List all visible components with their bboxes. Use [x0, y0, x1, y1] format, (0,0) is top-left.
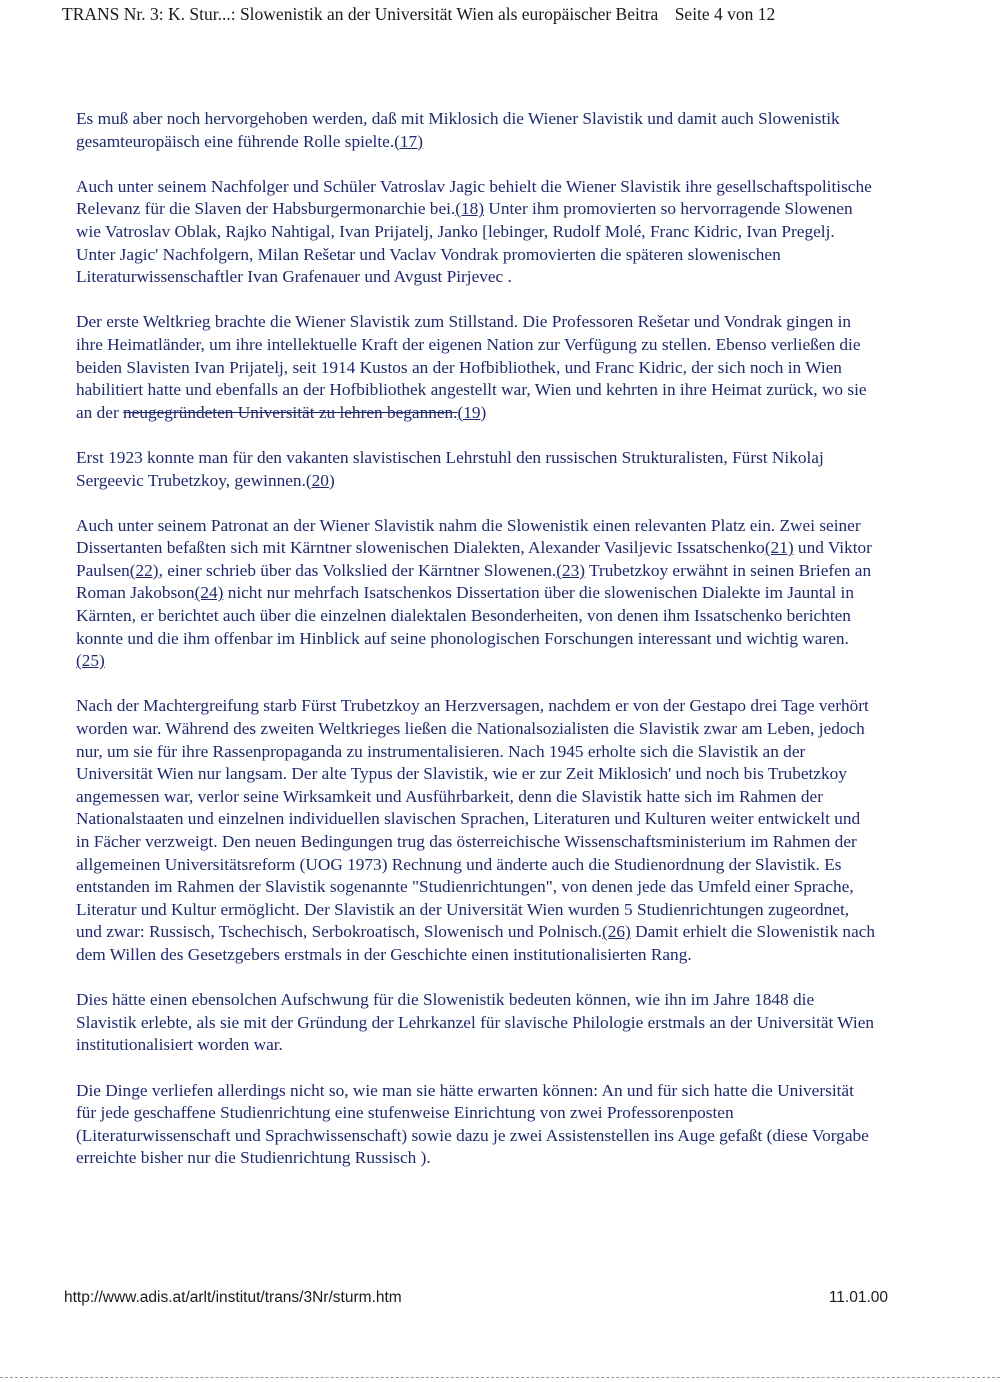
paragraph-5 — [76, 515, 876, 673]
footnote-link-22[interactable]: (22) — [129, 560, 159, 580]
footnote-link-21[interactable]: (21) — [764, 538, 794, 558]
paragraph-text: Es muß aber noch hervorgehoben werden, daß mit Miklosich die Wiener Slavistik und damit auch Slowenistik gesamteuropäisch eine führende Rolle spielte. — [76, 109, 840, 151]
paragraph-text: nicht nur mehrfach Isatschenkos Dissertation über die slowenischen Dialekte im Jauntal in Kärnten, er berichtet auch über die einzelnen dialektalen Besonderheiten, von denen ihm Issatschenko berichten konnte und die ihm offenbar im Hinblick auf seine phonologischen Forschungen interessant und wichtig waren. — [76, 583, 854, 648]
document-title: TRANS Nr. 3: K. Stur...: Slowenistik an der Universität Wien als europäischer Beitra — [62, 4, 659, 24]
paragraph-text: Unter ihm promovierten so hervorragende Slowenen wie Vatroslav Oblak, Rajko Nahtigal, Ivan Prijatelj, Janko [lebinger, Rudolf Molé, Franc Kidric, Ivan Pregelj. Unter Jagic' Nachfolgern, Milan Rešetar und Vaclav Vondrak promovierten die späteren slowenischen Literaturwissenschaftler Ivan Grafenauer und Avgust Pirjevec . — [76, 199, 853, 287]
footer-url[interactable]: http://www.adis.at/arlt/institut/trans/3Nr/sturm.htm — [64, 1289, 402, 1306]
page-header — [62, 4, 942, 25]
paragraph-text: Auch unter seinem Patronat an der Wiener Slavistik nahm die Slowenistik einen relevanten Platz ein. Zwei seiner Dissertanten befaßten sich mit Kärntner slowenischen Dialekten, Alexander Vasiljevic Issatschenko — [76, 515, 861, 558]
paragraph-2 — [76, 176, 876, 289]
paragraph-text: Die Dinge verliefen allerdings nicht so, wie man sie hätte erwarten können: An und für sich hatte die Universität für jede geschaffene Studienrichtung eine stufenweise Einrichtung von zwei Professorenposten (Literaturwissenschaft und Sprachwissenschaft) sowie dazu je zwei Assistenstellen ins Auge gefaßt (diese Vorgabe erreichte bisher nur die Studienrichtung Russisch ). — [76, 1080, 869, 1168]
page-edge-divider — [0, 1377, 1000, 1378]
struck-text: neugegründeten Universität zu lehren begannen. — [123, 402, 458, 422]
paragraph-text: Auch unter seinem Nachfolger und Schüler Vatroslav Jagic behielt die Wiener Slavistik ihre gesellschaftspolitische Relevanz für die Slaven der Habsburgermonarchie bei. — [76, 176, 872, 219]
paragraph-text: Trubetzkoy erwähnt in seinen Briefen an Roman Jakobson — [76, 560, 872, 603]
paragraph-3 — [76, 311, 876, 424]
paragraph-4 — [76, 447, 876, 492]
paragraph-8 — [76, 1080, 876, 1170]
paragraph-text: Nach der Machtergreifung starb Fürst Trubetzkoy an Herzversagen, nachdem er von der Gestapo drei Tage verhört worden war. Während des zweiten Weltkrieges ließen die Nationalsozialisten die Slavistik zwar am Leben, jedoch nur, um sie für ihre Rassenpropaganda zu instrumentalisieren. Nach 1945 erholte sich die Slavistik an der Universität Wien nur langsam. Der alte Typus der Slavistik, wie er zur Zeit Miklosich' und noch bis Trubetzkoy angemessen war, verlor seine Wirksamkeit und Ausführbarkeit, denn die Slavistik hatte sich im Rahmen der Nationalstaaten und einzelnen individuellen slavischen Sprachen, Literaturen und Kulturen weiter entwickelt und in Fächer verzweigt. Den neuen Bedingungen trug das österreichische Wissenschaftsministerium im Rahmen der allgemeinen Universitätsreform (UOG 1973) Rechnung und änderte auch die Studienordnung der Slavistik. Es entstanden im Rahmen der Slavistik sogenannte "Studienrichtungen", von denen jede das Umfeld einer Sprache, Literatur und Kultur ermöglicht. Der Slavistik an der Universität Wien wurden 5 Studienrichtungen zugeordnet, und zwar: Russisch, Tschechisch, Serbokroatisch, Slowenisch und Polnisch. — [76, 696, 869, 942]
paragraph-text: Dies hätte einen ebensolchen Aufschwung für die Slowenistik bedeuten können, wie ihn im Jahre 1848 die Slavistik erlebte, als sie mit der Gründung der Lehrkanzel für slavische Philologie erstmals an der Universität Wien institutionalisiert worden war. — [76, 990, 875, 1055]
paragraph-text: und Viktor Paulsen — [76, 538, 872, 580]
footnote-link-24[interactable]: (24) — [194, 583, 224, 603]
footnote-link-19[interactable]: (19) — [457, 402, 487, 422]
footnote-link-23[interactable]: (23) — [556, 560, 586, 580]
paragraph-7 — [76, 989, 876, 1057]
footer-date: 11.01.00 — [828, 1289, 888, 1306]
footnote-link-20[interactable]: (20) — [305, 470, 335, 490]
paragraph-6 — [76, 695, 876, 966]
paragraph-text: Erst 1923 konnte man für den vakanten slavistischen Lehrstuhl den russischen Strukturalisten, Fürst Nikolaj Sergeevic Trubetzkoy, gewinnen. — [76, 447, 824, 490]
paragraph-text: , einer schrieb über das Volkslied der Kärntner Slowenen. — [158, 560, 557, 580]
footnote-link-17[interactable]: (17) — [394, 131, 423, 151]
page-number: Seite 4 von 12 — [674, 4, 776, 24]
paragraph-text: Damit erhielt die Slowenistik nach dem Willen des Gesetzgebers erstmals in der Geschichte einen institutionalisierten Rang. — [76, 922, 876, 964]
footnote-link-26[interactable]: (26) — [601, 922, 631, 942]
article-body — [76, 108, 876, 1193]
paragraph-text: Der erste Weltkrieg brachte die Wiener Slavistik zum Stillstand. Die Professoren Rešetar und Vondrak gingen in ihre Heimatländer, um ihre intellektuelle Kraft der eigenen Nation zur Verfügung zu stellen. Ebenso verließen die beiden Slavisten Ivan Prijatelj, seit 1914 Kustos an der Hofbibliothek, und Franc Kidric, der sich noch in Wien habilitiert hatte und ebenfalls an der Hofbibliothek angestellt war, Wien und kehrten in ihre Heimat zurück, wo sie an der — [76, 312, 867, 422]
footnote-link-25[interactable]: (25) — [76, 651, 105, 671]
footnote-link-18[interactable]: (18) — [455, 199, 485, 219]
paragraph-1 — [76, 108, 876, 153]
